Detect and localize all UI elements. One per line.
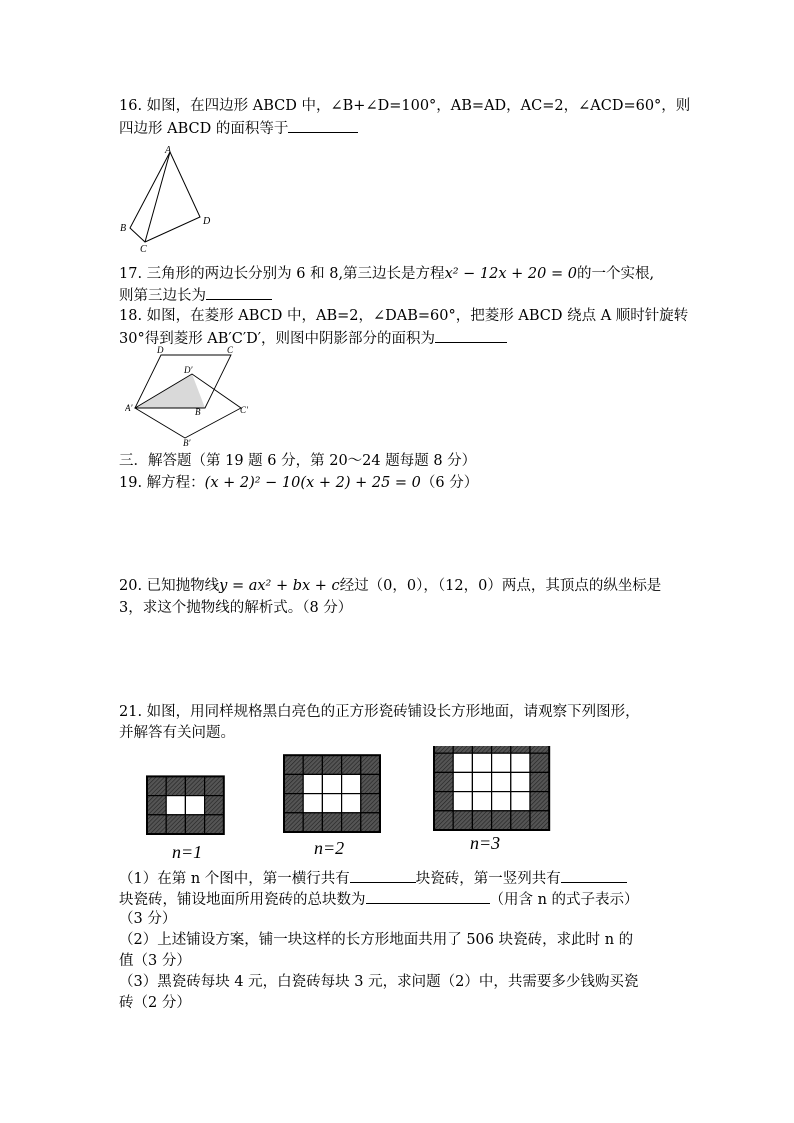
q18-rhombus-figure [125,343,260,448]
q20-text-b: 经过（0，0），（12，0）两点，其顶点的纵坐标是 [339,578,662,594]
q21-part1-score: （3 分） [119,911,177,927]
q21-part3-line1: （3）黑瓷砖每块 4 元，白瓷砖每块 3 元，求问题（2）中，共需要多少钱购买瓷 [119,974,639,990]
q17-line2 [119,285,272,306]
label-d: D [203,216,211,227]
black-tile [472,746,491,753]
label-c-prime: C′ [240,405,248,415]
section3-title: 三．解答题（第 19 题 6 分，第 20～24 题每题 8 分） [119,453,477,469]
white-tile [511,753,530,772]
q21-part2-line1: （2）上述铺设方案，铺一块这样的长方形地面共用了 506 块瓷砖，求此时 n 的 [119,932,634,948]
q21-part1-line1 [119,868,627,889]
label-b-prime: B′ [183,438,191,448]
q21-part1-text-a: （1）在第 n 个图中，第一横行共有 [119,871,350,887]
q21-part1-text-c: 块瓷砖，铺设地面所用瓷砖的总块数为 [119,892,366,908]
white-tile [492,753,511,772]
black-tile [303,755,322,774]
tile-grid-n3 [434,746,549,830]
white-tile [185,796,204,815]
caption-n1: n=1 [172,842,203,862]
caption-n3: n=3 [470,833,501,853]
q17-text-a: 17. 三角形的两边长分别为 6 和 8,第三边长是方程 [119,266,445,282]
q16-quadrilateral-figure [115,145,225,255]
label-c: C [227,345,234,355]
white-tile [453,753,472,772]
black-tile [205,776,224,795]
white-tile [511,792,530,811]
white-tile [453,772,472,791]
black-tile [361,774,380,793]
q20-prefix: 20. 已知抛物线 [119,578,220,594]
black-tile [530,753,549,772]
q21-tile-figures [140,746,560,841]
q18-answer-blank [435,328,507,343]
q21-part3-line2: 砖（2 分） [119,995,191,1011]
black-tile [434,753,453,772]
white-tile [511,772,530,791]
white-tile [322,794,341,813]
label-a: A′ [125,403,133,413]
q21-part2-line2: 值（3 分） [119,953,191,969]
black-tile [303,813,322,832]
q19-prefix: 19. 解方程： [119,475,205,491]
black-tile [434,811,453,830]
black-tile [147,815,166,834]
tile-grid-n2 [284,755,380,832]
white-tile [472,792,491,811]
label-d-prime: D′ [184,365,193,375]
black-tile [322,813,341,832]
q17-line1 [119,264,654,284]
black-tile [284,794,303,813]
q17-text-b: 的一个实根, [576,266,655,282]
black-tile [147,796,166,815]
q16-line2 [119,118,358,139]
label-b: B [120,223,127,234]
black-tile [434,792,453,811]
q17-answer-blank [206,285,272,300]
white-tile [472,753,491,772]
q16-line1: 16. 如图，在四边形 ABCD 中，∠B+∠D=100°，AB=AD，AC=2，∠ACD=60°，则 [119,98,691,114]
q16-answer-blank [288,118,358,133]
q21-part1-text-b: 块瓷砖，第一竖列共有 [415,871,561,887]
black-tile [322,755,341,774]
label-c: C [140,244,147,255]
q20-equation: y = ax² + bx + c [219,578,340,594]
white-tile [303,774,322,793]
black-tile [434,746,453,753]
q20-line1 [119,576,661,596]
black-tile [472,811,491,830]
q17-line2-text: 则第三边长为 [119,288,206,304]
black-tile [185,776,204,795]
label-d: D [157,345,164,355]
black-tile [530,746,549,753]
q20-line2: 3，求这个抛物线的解析式。（8 分） [119,600,353,616]
black-tile [284,774,303,793]
q16-line2-text: 四边形 ABCD 的面积等于 [119,121,289,137]
white-tile [303,794,322,813]
black-tile [284,813,303,832]
white-tile [342,774,361,793]
white-tile [472,772,491,791]
black-tile [453,746,472,753]
q21-line1: 21. 如图，用同样规格黑白亮色的正方形瓷砖铺设长方形地面，请观察下列图形， [119,704,640,720]
diagonal-ac [145,152,170,242]
tile-grid-n1 [147,776,224,834]
black-tile [166,815,185,834]
black-tile [147,776,166,795]
black-tile [530,772,549,791]
black-tile [185,815,204,834]
black-tile [511,811,530,830]
q21-line2: 并解答有关问题。 [119,725,235,741]
white-tile [453,792,472,811]
q17-equation: x² − 12x + 20 = 0 [444,266,577,282]
black-tile [361,813,380,832]
black-tile [434,772,453,791]
black-tile [284,755,303,774]
white-tile [492,772,511,791]
quadrilateral-abcd [130,152,200,242]
white-tile [492,792,511,811]
black-tile [492,811,511,830]
black-tile [342,755,361,774]
q18-line2-text: 30°得到菱形 AB′C′D′，则图中阴影部分的面积为 [119,331,436,347]
caption-n2: n=2 [314,838,345,858]
shaded-region [135,374,205,408]
black-tile [361,794,380,813]
black-tile [453,811,472,830]
black-tile [342,813,361,832]
black-tile [361,755,380,774]
q21-row-count-blank [350,868,416,883]
q21-total-count-blank [366,889,490,904]
q19-line [119,473,478,493]
q18-line1: 18. 如图，在菱形 ABCD 中，AB=2，∠DAB=60°，把菱形 ABCD 绕点 A 顺时针旋转 [119,308,689,324]
q19-suffix: （6 分） [420,475,479,491]
black-tile [166,776,185,795]
white-tile [322,774,341,793]
q21-part1-line2 [119,889,639,910]
white-tile [166,796,185,815]
q21-part1-text-d: （用含 n 的式子表示） [489,892,639,908]
white-tile [342,794,361,813]
black-tile [205,815,224,834]
black-tile [530,811,549,830]
black-tile [205,796,224,815]
black-tile [530,792,549,811]
q19-equation: (x + 2)² − 10(x + 2) + 25 = 0 [204,475,421,491]
q21-column-count-blank [561,868,627,883]
black-tile [511,746,530,753]
label-b: B [195,407,201,417]
black-tile [492,746,511,753]
label-a: A [165,145,172,156]
